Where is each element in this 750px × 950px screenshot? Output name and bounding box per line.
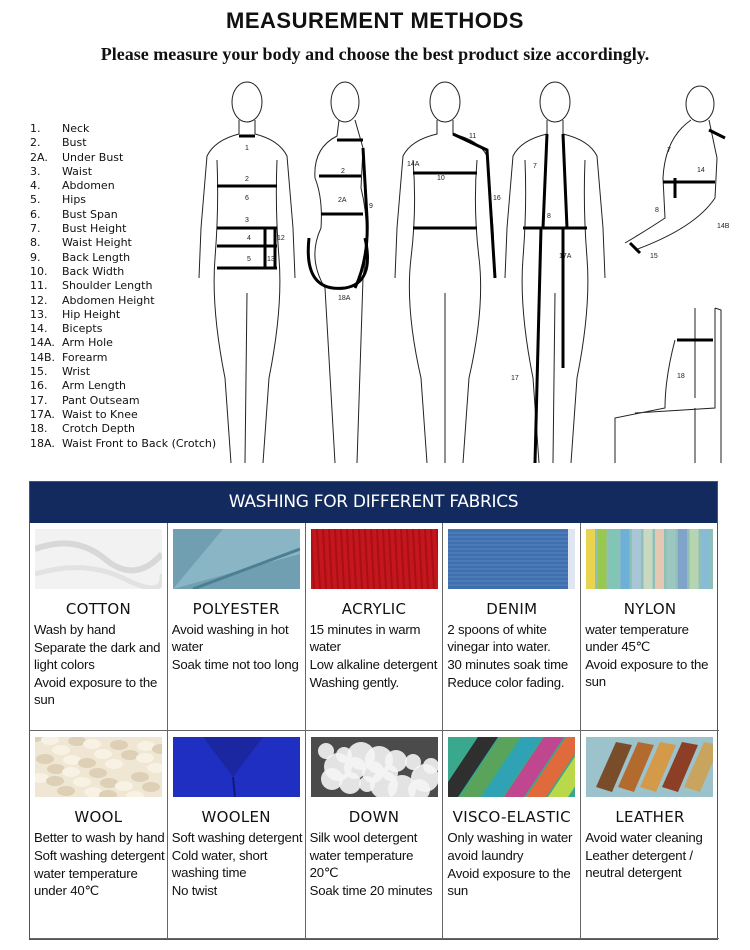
figure-label: 10	[437, 175, 445, 182]
legend-number: 17A.	[30, 407, 55, 421]
fabric-name: COTTON	[65, 600, 131, 618]
legend-number: 14A.	[30, 336, 55, 350]
care-tip: Washing gently.	[309, 675, 399, 690]
figure-label: 15	[650, 253, 658, 260]
legend-label: Abdomen Height	[62, 293, 155, 307]
fabric-name: WOOLEN	[201, 808, 271, 826]
figure-label: 18A	[338, 295, 351, 302]
legend-label: Waist to Knee	[62, 407, 138, 421]
fabric-care-tips	[172, 829, 306, 900]
legend-number: 18A.	[30, 436, 55, 450]
fabric-name: DOWN	[348, 808, 400, 826]
care-tip: Soak time not too long	[171, 657, 299, 672]
legend-number: 5.	[30, 193, 41, 207]
legend-number: 8.	[30, 236, 41, 250]
body-figures-illustration	[195, 78, 735, 470]
fabric-name: DENIM	[486, 600, 538, 618]
figure-label: 5	[247, 256, 251, 263]
page-title: MEASUREMENT METHODS	[226, 8, 524, 33]
legend-label: Forearm	[62, 350, 108, 364]
fabric-cell	[306, 731, 444, 939]
fabric-cell	[581, 731, 719, 939]
figure-label: 9	[369, 203, 373, 210]
care-tip: Better to wash by hand	[34, 830, 165, 845]
care-tip: Reduce color fading.	[447, 675, 565, 690]
care-tip: 30 minutes soak time	[447, 657, 568, 672]
legend-number: 12.	[30, 293, 48, 307]
legend-label: Waist	[62, 164, 93, 178]
figure-label: 7	[533, 163, 537, 170]
legend-label: Abdomen	[62, 179, 115, 193]
measurement-figures	[195, 78, 735, 470]
polyester-swatch	[173, 529, 300, 589]
fabric-care-tips	[447, 621, 581, 692]
figure-label: 8	[547, 213, 551, 220]
figure-label: 2A	[338, 197, 347, 204]
fabric-care-tips	[172, 621, 306, 674]
care-tip: Separate the dark and light colors	[34, 640, 161, 672]
legend-number: 14B.	[30, 350, 56, 364]
figure-label: 7	[667, 147, 671, 154]
figure-label: 2	[245, 176, 249, 183]
care-tip: Low alkaline detergent	[309, 657, 438, 672]
figure-label: 16	[493, 195, 501, 202]
washing-panel	[29, 481, 718, 940]
legend-label: Wrist	[62, 365, 91, 379]
down-swatch	[311, 737, 438, 797]
legend-number: 16.	[30, 379, 48, 393]
fabric-cell	[30, 523, 168, 731]
fabric-cell	[30, 731, 168, 939]
figure-label: 17A	[559, 253, 572, 260]
fabric-name: LEATHER	[615, 808, 685, 826]
leather-swatch	[586, 737, 713, 797]
legend-number: 4.	[30, 179, 41, 193]
legend-label: Hips	[62, 193, 87, 207]
figure-label: 3	[245, 217, 249, 224]
figure-label: 17	[511, 375, 519, 382]
acrylic-swatch	[311, 529, 438, 589]
legend-label: Waist Front to Back (Crotch)	[62, 436, 217, 450]
figure-label: 14	[697, 167, 705, 174]
legend-label: Shoulder Length	[62, 279, 153, 293]
care-tip: water temperature 20℃	[309, 848, 414, 880]
legend-number: 3.	[30, 164, 41, 178]
legend-label: Bust Height	[62, 222, 127, 236]
care-tip: Avoid water cleaning	[585, 830, 703, 845]
legend-label: Waist Height	[62, 236, 132, 250]
care-tip: Soft washing detergent	[34, 848, 165, 863]
fabric-cell	[168, 731, 306, 939]
legend-label: Hip Height	[62, 307, 121, 321]
figure-label: 18	[677, 373, 685, 380]
legend-label: Bicepts	[62, 322, 103, 336]
nylon-swatch	[586, 529, 713, 589]
care-tip: No twist	[171, 883, 218, 898]
fabric-cell	[443, 731, 581, 939]
woolen-swatch	[173, 737, 300, 797]
legend-number: 11.	[30, 279, 48, 293]
fabric-name: WOOL	[74, 808, 123, 826]
legend-number: 2.	[30, 136, 41, 150]
legend-number: 1.	[30, 122, 41, 135]
care-tip: Avoid exposure to the sun	[447, 866, 571, 898]
legend-number: 14.	[30, 322, 48, 336]
legend-number: 9.	[30, 250, 41, 264]
care-tip: avoid laundry	[447, 848, 524, 863]
care-tip: Avoid washing in hot water	[171, 622, 289, 654]
care-tip: Soak time 20 minutes	[309, 883, 433, 898]
legend-label: Back Width	[62, 264, 125, 278]
fabric-care-tips	[310, 829, 444, 900]
figure-label: 1	[245, 145, 249, 152]
care-tip: water temperature under 40℃	[34, 866, 138, 898]
legend-number: 10.	[30, 264, 48, 278]
legend-label: Pant Outseam	[62, 393, 140, 407]
denim-swatch	[448, 529, 575, 589]
figure-label: 8	[655, 207, 659, 214]
legend-number: 15.	[30, 365, 48, 379]
figure-label: 12	[277, 235, 285, 242]
figure-seated-view	[615, 308, 721, 463]
cotton-swatch	[35, 529, 162, 589]
figure-label: 11	[469, 133, 477, 140]
legend-number: 18.	[30, 422, 48, 436]
figure-front-pant-view	[505, 82, 605, 463]
fabric-care-tips	[447, 829, 581, 900]
fabric-care-tips	[585, 829, 719, 882]
figure-label: 14A	[407, 161, 420, 168]
care-tip: Leather detergent / neutral detergent	[585, 848, 693, 880]
washing-panel-title: WASHING FOR DIFFERENT FABRICS	[30, 482, 717, 523]
fabric-cell	[581, 523, 719, 731]
wool-swatch	[35, 737, 162, 797]
figure-label: 14B	[717, 223, 730, 230]
fabric-care-tips	[34, 829, 168, 900]
care-tip: Only washing in water	[447, 830, 573, 845]
care-tip: Avoid exposure to the sun	[34, 675, 158, 707]
figure-front-view	[199, 82, 295, 463]
legend-number: 17.	[30, 393, 48, 407]
legend-label: Arm Hole	[62, 336, 113, 350]
legend-label: Back Length	[62, 250, 131, 264]
fabric-cell	[306, 523, 444, 731]
fabric-care-tips	[34, 621, 168, 709]
legend-label: Neck	[62, 122, 90, 135]
care-tip: Wash by hand	[34, 622, 116, 637]
legend-label: Bust Span	[62, 207, 118, 221]
legend-label: Bust	[62, 136, 87, 150]
figure-label: 2	[341, 168, 345, 175]
care-tip: Silk wool detergent	[309, 830, 418, 845]
fabric-care-tips	[310, 621, 444, 692]
fabric-grid	[30, 523, 719, 939]
fabric-cell	[168, 523, 306, 731]
care-tip: 15 minutes in warm water	[309, 622, 421, 654]
legend-number: 2A.	[30, 150, 48, 164]
care-tip: Soft washing detergent	[171, 830, 303, 845]
fabric-name: VISCO-ELASTIC	[452, 808, 571, 826]
legend-label: Under Bust	[62, 150, 124, 164]
page-subtitle: Please measure your body and choose the best product size accordingly.	[100, 44, 650, 64]
fabric-care-tips	[585, 621, 719, 691]
fabric-name: NYLON	[623, 600, 677, 618]
legend-number: 7.	[30, 222, 41, 236]
legend-number: 13.	[30, 307, 48, 321]
figure-label: 6	[245, 195, 249, 202]
care-tip: 2 spoons of white vinegar into water.	[447, 622, 551, 654]
visco-elastic-swatch	[448, 737, 575, 797]
legend-label: Crotch Depth	[62, 422, 136, 436]
fabric-name: ACRYLIC	[341, 600, 407, 618]
figure-label: 13	[267, 256, 275, 263]
care-tip: Avoid exposure to the sun	[585, 657, 709, 689]
legend-label: Arm Length	[62, 379, 127, 393]
fabric-name: POLYESTER	[192, 600, 280, 618]
figure-label: 4	[247, 235, 251, 242]
care-tip: water temperature under 45℃	[585, 622, 689, 654]
care-tip: Cold water, short washing time	[171, 848, 268, 880]
legend-number: 6.	[30, 207, 41, 221]
figure-back-view	[395, 82, 495, 463]
fabric-cell	[443, 523, 581, 731]
